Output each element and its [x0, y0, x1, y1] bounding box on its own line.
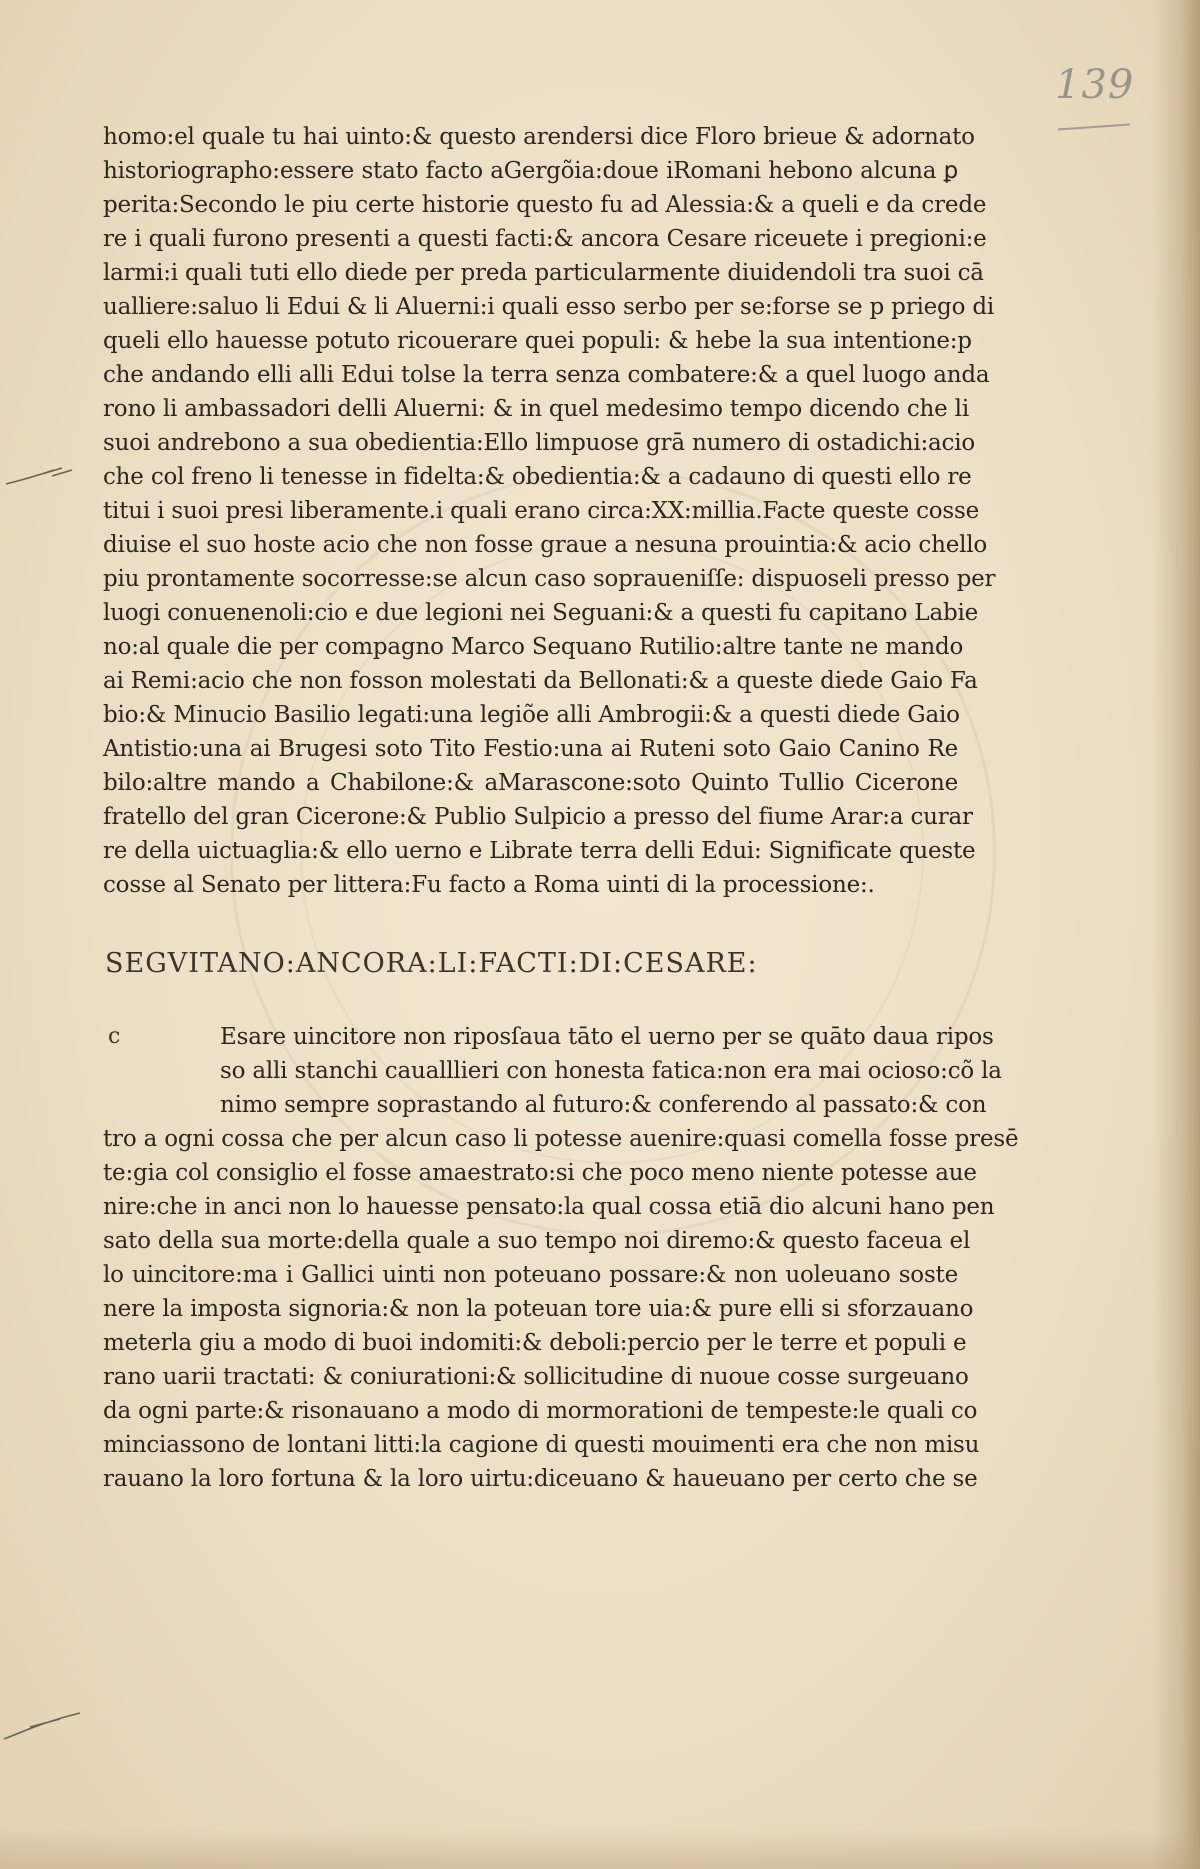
text-line: nire:che in anci non lo hauesse pensato:la qual cossa etiā dio alcuni hano pen — [103, 1194, 995, 1220]
text-line: sato della sua morte:della quale a suo tempo noi diremo:& questo faceua el — [103, 1228, 971, 1254]
folio-number: 139 — [1055, 62, 1135, 108]
text-line: bio:& Minucio Basilio legati:una legiõe alli Ambrogii:& a questi diede Gaio — [103, 702, 960, 728]
text-line: queli ello hauesse potuto ricouerare quei populi: & hebe la sua intentione:p — [103, 328, 972, 354]
text-line: piu prontamente socorresse:se alcun caso sopraueniſſe: dispuoseli presso per — [103, 566, 996, 592]
text-line: rono li ambassadori delli Aluerni: & in quel medesimo tempo dicendo che li — [103, 396, 969, 422]
guide-letter: c — [108, 1024, 121, 1049]
paper-bottom-edge — [0, 1829, 1200, 1869]
text-line: titui i suoi presi liberamente.i quali erano circa:XX:millia.Facte queste cosse — [103, 498, 980, 524]
text-line: che col freno li tenesse in fidelta:& obedientia:& a cadauno di questi ello re — [103, 464, 972, 490]
text-line: minciassono de lontani litti:la cagione di questi mouimenti era che non misu — [103, 1432, 980, 1458]
text-line: meterla giu a modo di buoi indomiti:& deboli:percio per le terre et populi e — [103, 1330, 967, 1356]
text-line: rano uarii tractati: & coniurationi:& sollicitudine di nuoue cosse surgeuano — [103, 1364, 969, 1390]
text-line: da ogni parte:& risonauano a modo di mormorationi de tempeste:le quali co — [103, 1398, 978, 1424]
text-line: bilo:altre mando a Chabilone:& aMarascone:soto Quinto Tullio Cicerone — [103, 770, 958, 796]
text-line: che andando elli alli Edui tolse la terra senza combatere:& a quel luogo anda — [103, 362, 990, 388]
text-line: ualliere:saluo li Edui & li Aluerni:i quali esso serbo per se:forse se p priego di — [103, 294, 995, 320]
text-line: nere la imposta signoria:& non la poteuan tore uia:& pure elli si sforzauano — [103, 1296, 974, 1322]
text-line: lo uincitore:ma i Gallici uinti non poteuano possare:& non uoleuano soste — [103, 1262, 958, 1288]
text-line: re della uictuaglia:& ello uerno e Librate terra delli Edui: Significate queste — [103, 838, 976, 864]
text-line: re i quali furono presenti a questi facti:& ancora Cesare riceuete i pregioni:e — [103, 226, 987, 252]
text-line: cosse al Senato per littera:Fu facto a Roma uinti di la processione:. — [103, 872, 875, 898]
text-line: historiographo:essere stato facto aGergõia:doue iRomani hebono alcuna ꝑ — [103, 158, 958, 184]
text-line: tro a ogni cossa che per alcun caso li potesse auenire:quasi comella fosse presē — [103, 1126, 1019, 1152]
text-block-top — [103, 120, 996, 902]
text-line: no:al quale die per compagno Marco Sequano Rutilio:altre tante ne mando — [103, 634, 964, 660]
text-line: fratello del gran Cicerone:& Publio Sulpicio a presso del fiume Arar:a curar — [103, 804, 973, 830]
text-block-bottom — [103, 1020, 1019, 1496]
text-line: perita:Secondo le piu certe historie questo fu ad Alessia:& a queli e da crede — [103, 192, 987, 218]
folio-underline — [1058, 123, 1130, 130]
text-line: Esare uincitore non riposſaua tāto el uerno per se quāto daua ripos — [220, 1024, 994, 1050]
text-line: homo:el quale tu hai uinto:& questo arendersi dice Floro brieue & adornato — [103, 124, 975, 150]
text-line: nimo sempre soprastando al futuro:& conferendo al passato:& con — [220, 1092, 987, 1118]
text-line: rauano la loro fortuna & la loro uirtu:diceuano & haueuano per certo che se — [103, 1466, 978, 1492]
text-line: so alli stanchi caualllieri con honesta fatica:non era mai ocioso:cõ la — [220, 1058, 1002, 1084]
text-line: Antistio:una ai Brugesi soto Tito Festio:una ai Ruteni soto Gaio Canino Re — [103, 736, 958, 762]
text-line: ai Remi:acio che non fosson molestati da Bellonati:& a queste diede Gaio Fa — [103, 668, 978, 694]
text-line: suoi andrebono a sua obedientia:Ello limpuose grā numero di ostadichi:acio — [103, 430, 976, 456]
paper-right-edge — [1152, 0, 1200, 1869]
text-line: luogi conuenenoli:cio e due legioni nei Seguani:& a questi fu capitano Labie — [103, 600, 979, 626]
text-line: te:gia col consiglio el fosse amaestrato:si che poco meno niente potesse aue — [103, 1160, 977, 1186]
text-line: diuise el suo hoste acio che non fosse graue a nesuna prouintia:& acio chello — [103, 532, 988, 558]
chapter-heading: SEGVITANO:ANCORA:LI:FACTI:DI:CESARE: — [105, 948, 758, 979]
text-line: larmi:i quali tuti ello diede per preda particularmente diuidendoli tra suoi cā — [103, 260, 984, 286]
margin-pen-mark-icon — [2, 462, 80, 492]
margin-pen-flourish-icon — [0, 1705, 90, 1745]
